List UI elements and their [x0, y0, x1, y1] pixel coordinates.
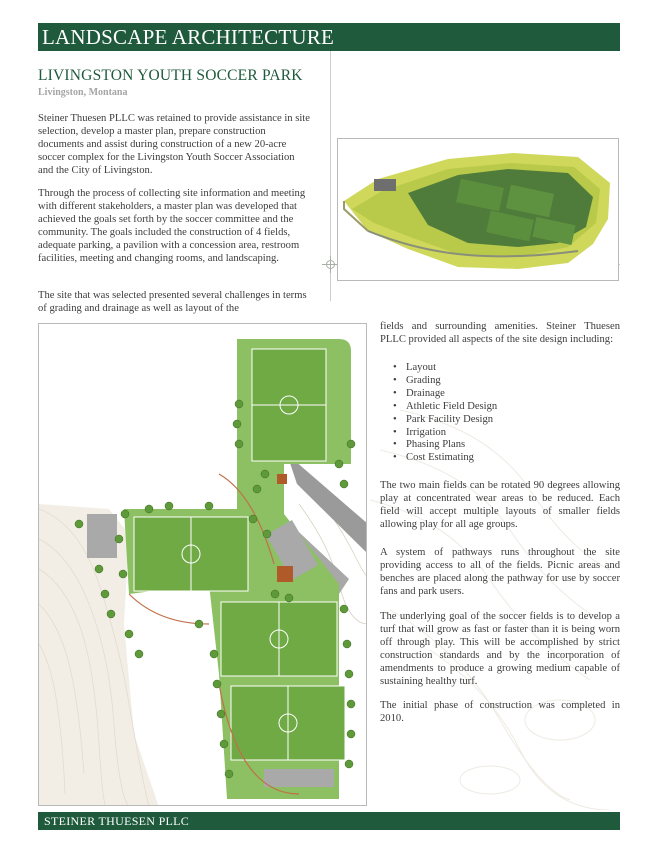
list-item: • Drainage: [392, 388, 497, 401]
right-paragraph-4: The initial phase of construction was completed in 2010.: [380, 700, 620, 724]
list-item: • Phasing Plans: [392, 439, 497, 452]
site-plan-image: [38, 323, 367, 806]
left-paragraph-2: Through the process of collecting site information and meeting with different stakeholders, a master plan was developed that achieved the goals set forth by the soccer committee and the community. The goals included the construction of 4 fields, adequate parking, a pavilion with a concession area, restroom facilities, meeting and changing rooms, and landscaping.: [38, 188, 306, 264]
list-item: • Park Facility Design: [392, 414, 497, 427]
services-list: [392, 362, 497, 465]
section-header: [38, 23, 620, 51]
list-item: • Irrigation: [392, 427, 497, 440]
aerial-rendering-image: [337, 138, 619, 281]
section-title: LANDSCAPE ARCHITECTURE: [42, 25, 335, 49]
project-location: Livingston, Montana: [38, 87, 128, 98]
list-item: • Layout: [392, 362, 497, 375]
right-paragraph-1: The two main fields can be rotated 90 degrees allowing play at concentrated wear areas to be reduced. Each field will accept multiple layouts of smaller fields allowing play for all age groups.: [380, 480, 620, 530]
footer-bar: [38, 812, 620, 830]
list-item: • Athletic Field Design: [392, 401, 497, 414]
left-paragraph-3: The site that was selected presented several challenges in terms of grading and drainage as well as layout of the: [38, 290, 307, 314]
footer-company: STEINER THUESEN PLLC: [44, 814, 190, 828]
right-paragraph-2: A system of pathways runs throughout the site providing access to all of the fields. Picnic areas and benches are placed along the pathway for use by soccer fans and park users.: [380, 547, 620, 597]
project-title: LIVINGSTON YOUTH SOCCER PARK: [38, 67, 303, 84]
right-intro-paragraph: fields and surrounding amenities. Steiner Thuesen PLLC provided all aspects of the site design including:: [380, 321, 620, 345]
list-item: • Grading: [392, 375, 497, 388]
left-paragraph-1: Steiner Thuesen PLLC was retained to provide assistance in site selection, develop a master plan, prepare construction documents and assist during construction of a new 20-acre soccer complex for the Livingston Youth Soccer Association and the City of Livingston.: [38, 113, 310, 176]
list-item: • Cost Estimating: [392, 452, 497, 465]
right-paragraph-3: The underlying goal of the soccer fields is to develop a turf that will grow as fast or faster than it is being worn off through play. This will be accomplished by strict construction standards and by the incorporation of amendments to produce a growing medium capable of sustaining healthy turf.: [380, 611, 620, 687]
